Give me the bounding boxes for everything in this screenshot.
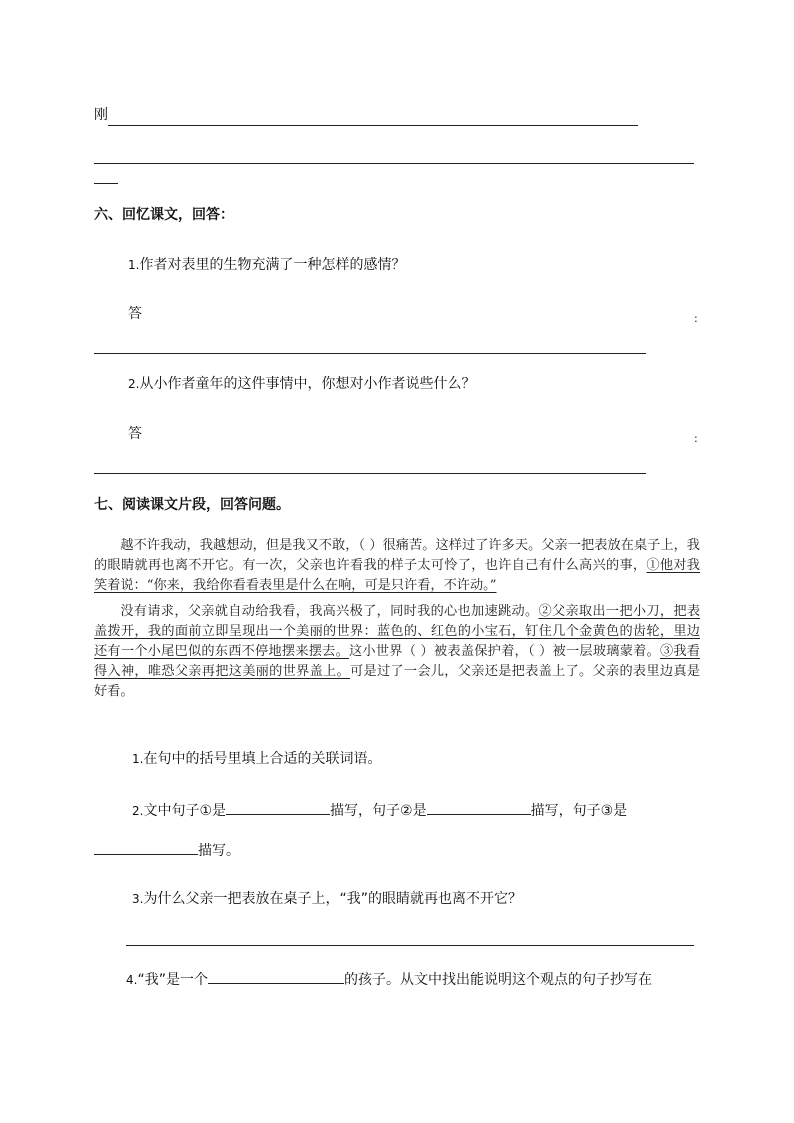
- question-7-4: [126, 969, 652, 989]
- question-text: 在句中的括号里填上合适的关联词语。: [143, 751, 382, 767]
- passage-text: 这小世界（ ）被表盖保护着，（ ）被一层玻璃蒙着。: [349, 644, 660, 659]
- question-7-3: [132, 890, 522, 908]
- question-text: 作者对表里的生物充满了一种怎样的感情？: [139, 257, 406, 273]
- underlined-sentence-2: ②父亲取出一把小刀，把表盖拨开，我的面前立即呈现出一个美丽的世界：蓝色的、红色的小宝石，钉住几个金黄色的齿轮，里边还有一个小尾巴似的东西不停地摆来摆去。: [94, 604, 701, 659]
- underlined-sentence-1: ①他对我笑着说：“你来，我给你看看表里是什么在响，可是只许看，不许动。”: [94, 558, 700, 593]
- question-7-1: [132, 750, 381, 768]
- answer-line: [94, 183, 118, 184]
- fill-blank[interactable]: [208, 969, 344, 984]
- answer-label: 答: [128, 426, 142, 442]
- section-heading-7: 七、阅读课文片段，回答问题。: [94, 497, 290, 513]
- underlined-sentence-3: ③我看得入神，唯恐父亲再把这美丽的世界盖上。: [94, 644, 700, 679]
- question-number: 1.: [132, 752, 144, 766]
- question-text: 描写，句子②是: [330, 803, 427, 819]
- fill-blank[interactable]: [427, 800, 531, 815]
- question-6-1: [128, 256, 405, 274]
- answer-colon: :: [694, 312, 698, 325]
- passage-text: 可是过了一会儿，父亲还是把表盖上了。父亲的表里边真是好看。: [94, 664, 701, 699]
- fragment-char: 刚: [94, 107, 108, 123]
- question-number: 3.: [132, 892, 144, 906]
- question-text: 描写，句子③是: [530, 803, 628, 819]
- answer-colon: :: [694, 432, 698, 445]
- passage-text: 没有请求，父亲就自动给我看，我高兴极了，同时我的心也加速跳动。: [120, 604, 539, 619]
- question-number: 2.: [128, 377, 140, 391]
- answer-label: 答: [128, 306, 142, 322]
- question-text: 为什么父亲一把表放在桌子上，“我”的眼睛就再也离不开它？: [143, 891, 522, 907]
- question-text: “我”是一个: [137, 972, 208, 988]
- passage-paragraph-1: [94, 536, 700, 596]
- passage-paragraph-2: [94, 602, 700, 702]
- reading-passage: [94, 536, 700, 702]
- answer-line: [94, 163, 694, 164]
- question-text: 的孩子。从文中找出能说明这个观点的句子抄写在: [343, 972, 652, 988]
- question-text: 文中句子①是: [143, 803, 227, 819]
- question-7-2-cont: [94, 840, 240, 860]
- answer-line[interactable]: [94, 473, 646, 474]
- answer-line: [108, 125, 638, 126]
- question-text: 描写。: [198, 843, 240, 859]
- section-heading-6: 六、回忆课文，回答：: [94, 207, 234, 223]
- question-text: 从小作者童年的这件事情中，你想对小作者说些什么？: [139, 376, 476, 392]
- question-number: 4.: [126, 973, 138, 987]
- answer-line[interactable]: [94, 353, 646, 354]
- fill-blank[interactable]: [226, 800, 330, 815]
- answer-line[interactable]: [126, 945, 694, 946]
- passage-text: 越不许我动，我越想动，但是我又不敢，（ ）很痛苦。这样过了许多天。父亲一把表放在桌子上，我的眼睛就再也离不开它。有一次，父亲也许看我的样子太可怜了，也许自己有什么高兴的事，: [94, 538, 700, 573]
- question-number: 2.: [132, 804, 144, 818]
- question-number: 1.: [128, 258, 140, 272]
- question-7-2: [132, 800, 627, 820]
- question-6-2: [128, 375, 475, 393]
- fill-blank[interactable]: [94, 840, 198, 855]
